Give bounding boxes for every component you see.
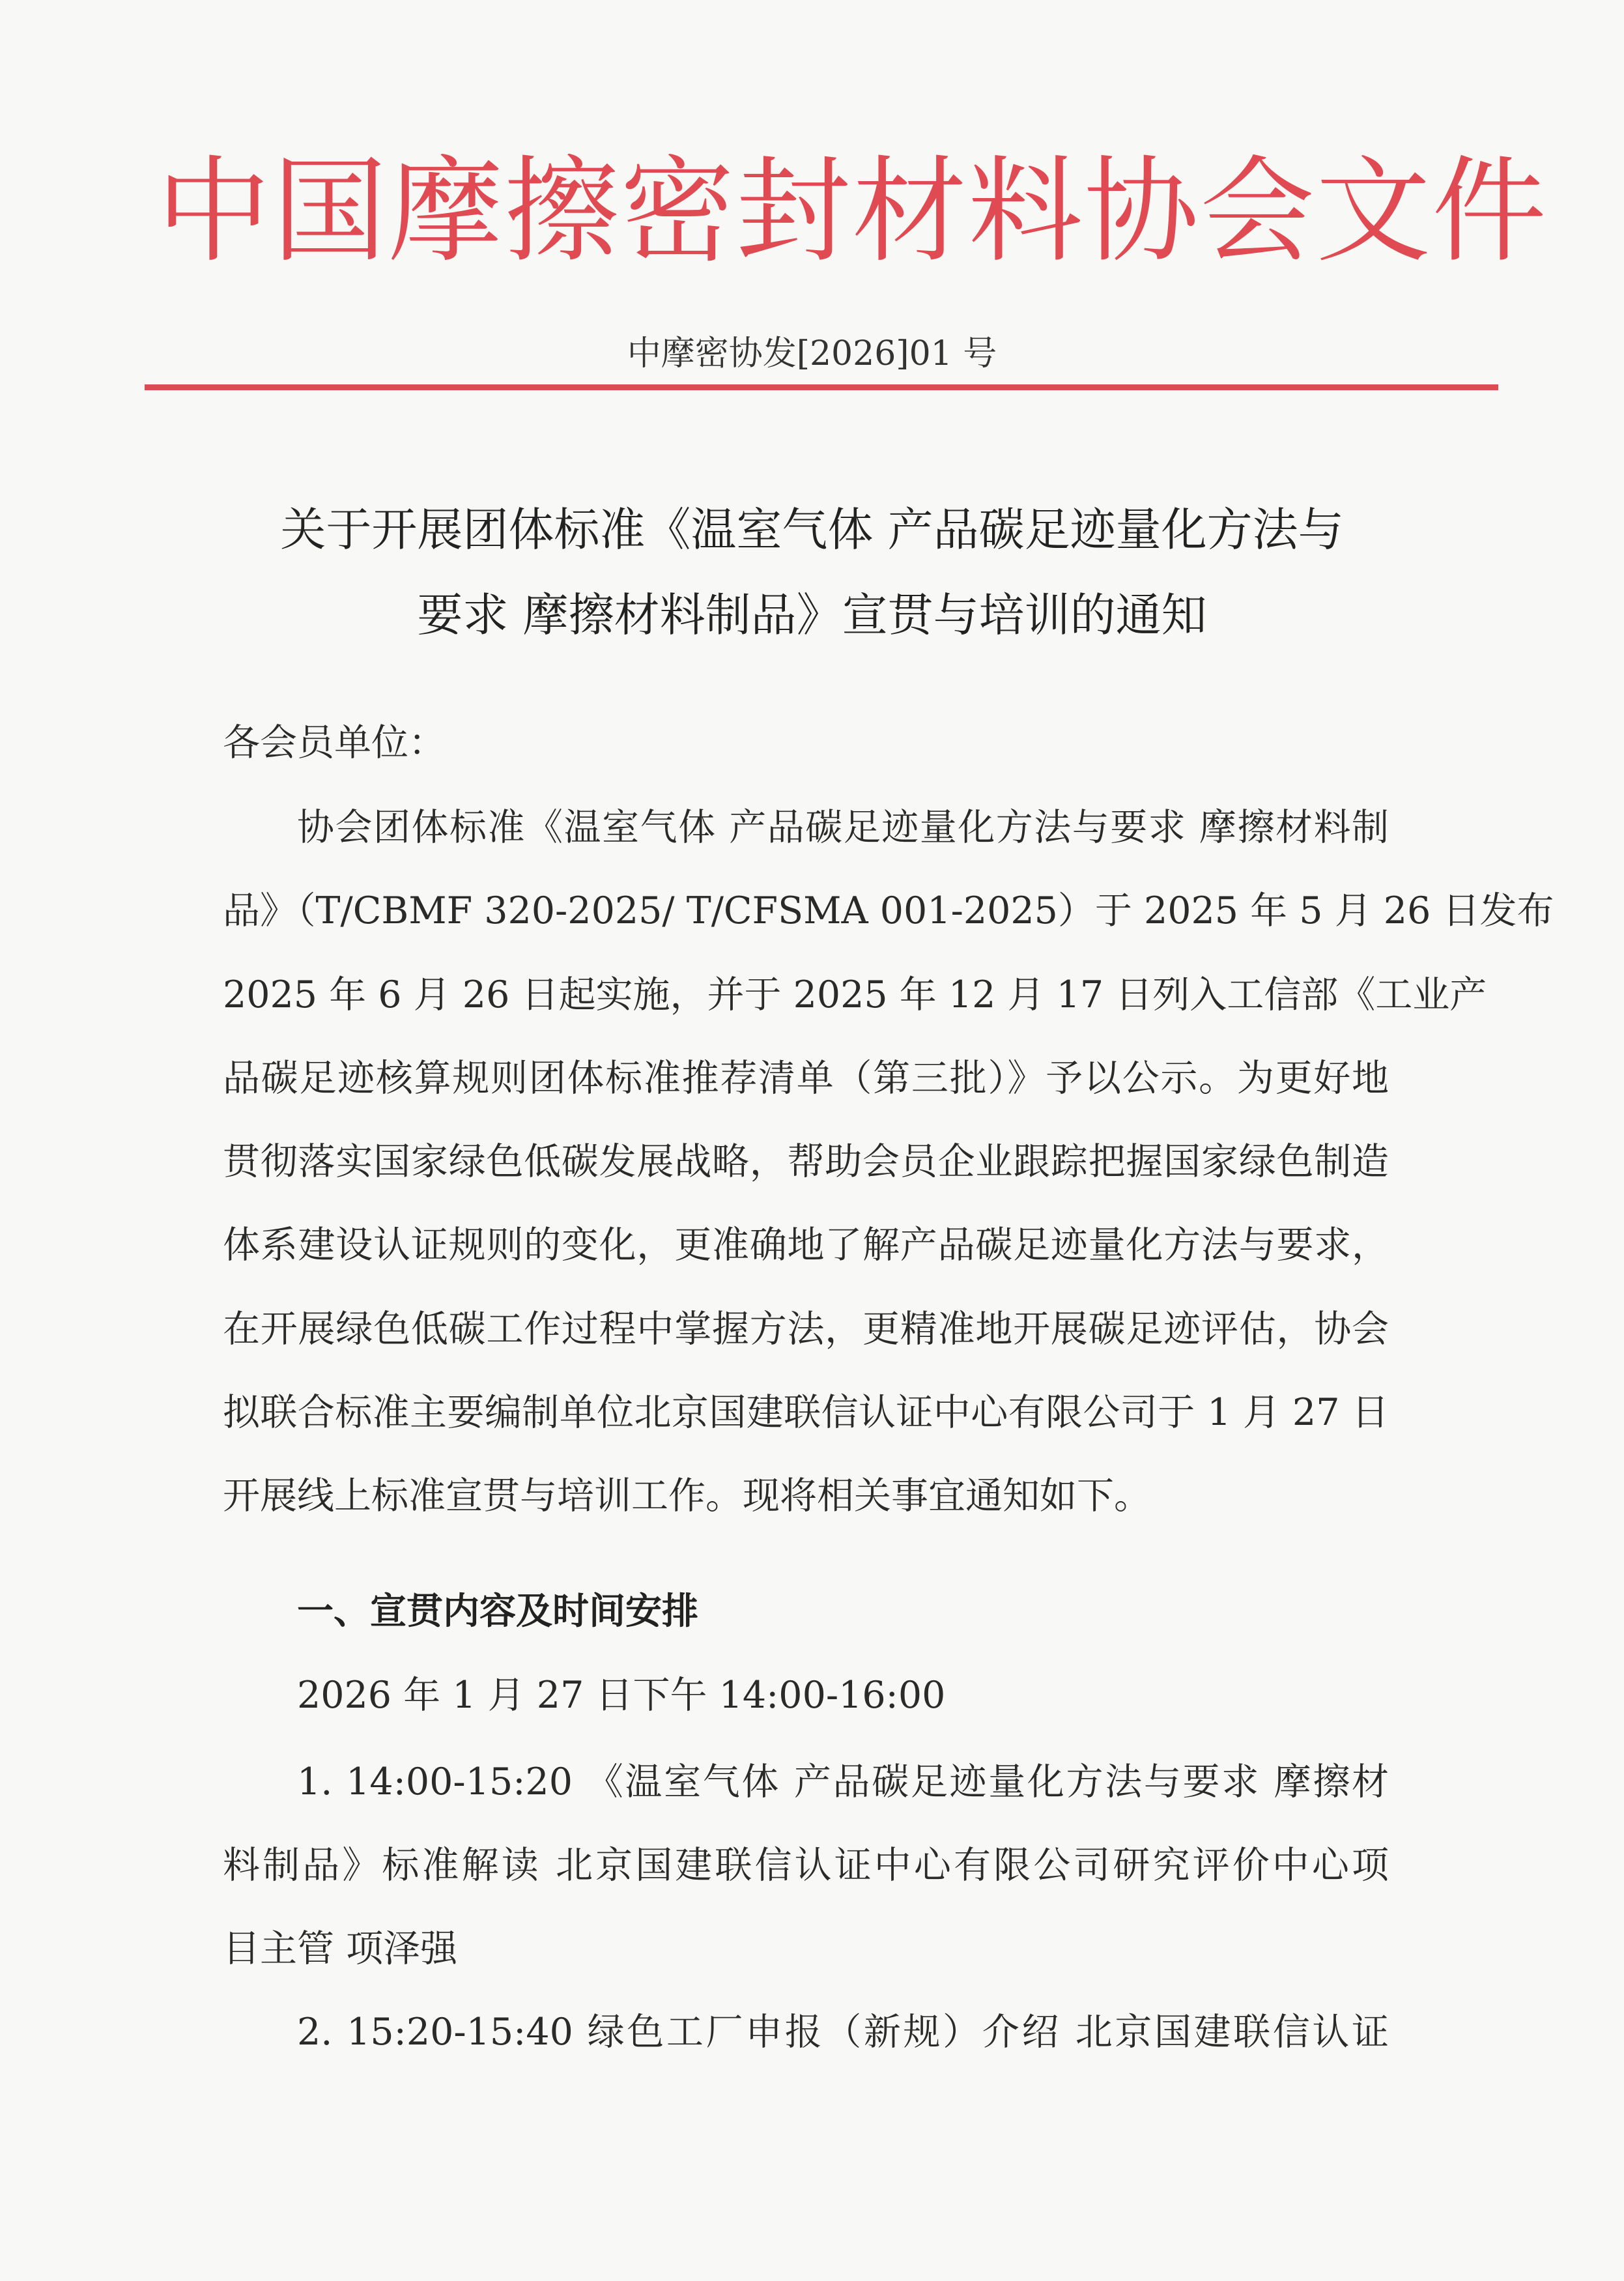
schedule-item: 料制品》标准解读 北京国建联信认证中心有限公司研究评价中心项 [223,1844,1389,1887]
salutation: 各会员单位： [223,721,446,764]
schedule-item: 2. 15:20-15:40 绿色工厂申报（新规）介绍 北京国建联信认证 [297,2011,1389,2054]
masthead-title: 中国摩擦密封材料协会文件 [156,145,1548,278]
paragraph-line: 开展线上标准宣贯与培训工作。现将相关事宜通知如下。 [223,1474,1151,1517]
document-number: 中摩密协发[2026]01 号 [627,334,997,373]
paragraph-line: 在开展绿色低碳工作过程中掌握方法，更精准地开展碳足迹评估，协会 [223,1308,1389,1351]
notice-title-line-2: 要求 摩擦材料制品》宣贯与培训的通知 [417,588,1207,642]
notice-title-line-1: 关于开展团体标准《温室气体 产品碳足迹量化方法与 [280,503,1344,556]
red-divider-line [145,384,1498,390]
paragraph-line: 品》（T/CBMF 320-2025/ T/CFSMA 001-2025）于 2025 年 5 月 26 日发布 [223,889,1554,932]
paragraph-line: 协会团体标准《温室气体 产品碳足迹量化方法与要求 摩擦材料制 [297,806,1389,849]
schedule-item: 目主管 项泽强 [223,1927,458,1970]
paragraph-line: 贯彻落实国家绿色低碳发展战略，帮助会员企业跟踪把握国家绿色制造 [223,1140,1389,1183]
paragraph-line: 2025 年 6 月 26 日起实施，并于 2025 年 12 月 17 日列入工信部《工业产 [223,973,1487,1016]
schedule-item: 1. 14:00-15:20 《温室气体 产品碳足迹量化方法与要求 摩擦材 [297,1760,1389,1803]
schedule-date: 2026 年 1 月 27 日下午 14:00-16:00 [297,1674,946,1717]
section-heading: 一、宣贯内容及时间安排 [297,1590,698,1633]
paragraph-line: 体系建设认证规则的变化，更准确地了解产品碳足迹量化方法与要求， [223,1224,1389,1267]
paragraph-line: 拟联合标准主要编制单位北京国建联信认证中心有限公司于 1 月 27 日 [223,1391,1389,1434]
paragraph-line: 品碳足迹核算规则团体标准推荐清单（第三批）》予以公示。为更好地 [223,1057,1389,1100]
